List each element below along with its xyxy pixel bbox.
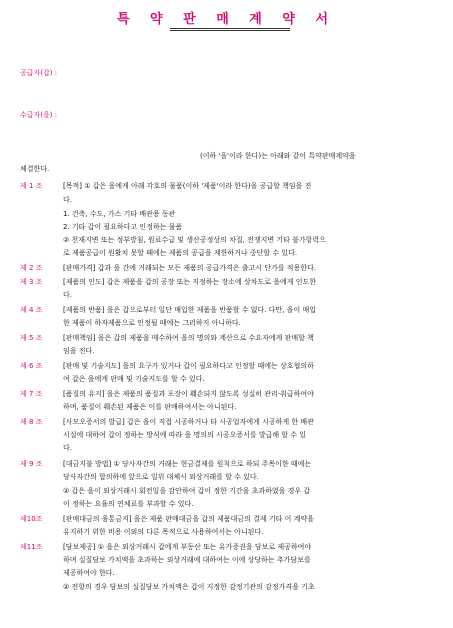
article-1-line-1: [목적] ① 갑은 을에게 아래 각호의 물품(이하 '제품'이라 한다)을 공급할 책임을 진 <box>63 182 312 190</box>
article-5-line-2: 임을 진다. <box>63 347 95 355</box>
article-2-number: 제 2 조 <box>20 264 43 272</box>
supplier-label: 공급자(갑) : <box>20 69 58 77</box>
article-9-line-1: [대금지불 방법] ① 당사자간의 거래는 현금결제를 원칙으로 하되 주목이한 때에는 <box>63 460 312 468</box>
article-11-line-2: 하며 실질담보 가치액을 초과하는 외상거래에 대하여는 이에 상당하는 추가담보를 <box>63 556 311 564</box>
article-4-line-1: [제품의 반품] 을은 갑으로부터 일단 매입한 제품을 반품할 수 없다. 다만, 을이 매입 <box>63 306 316 314</box>
article-3-line-2: 다. <box>63 291 72 299</box>
article-8-line-2: 시설에 대하여 갑이 정하는 방식에 따라 을 명의의 시공오증서를 발급해 할 수 있 <box>63 431 307 439</box>
article-11-line-3: 제공하여야 한다. <box>63 569 115 577</box>
article-11-line-1: [담보제공] ① 을은 외상거래시 갑에게 부동산 또는 유가증권을 담보로 제공하여야 <box>63 543 312 551</box>
article-1-item-1: 1. 건축, 수도, 가스 기타 배관용 동관 <box>63 210 176 218</box>
recipient-label: 수급자(을) : <box>20 111 58 119</box>
article-9-line-3: ② 갑은 을이 외상거래시 회전일을 감안하여 갑이 정한 기간을 초과하였을 경우 갑 <box>63 487 311 495</box>
article-6-number: 제 6 조 <box>20 362 43 370</box>
article-1-para-2-line-2: 로 제품공급이 원활치 못할 때에는 제품의 공급을 제한하거나 중단할 수 있다. <box>63 249 298 257</box>
article-1-item-2: 2. 기타 갑이 필요하다고 인정하는 물품 <box>63 223 183 231</box>
title-underline <box>170 28 290 29</box>
article-8-number: 제 8 조 <box>20 418 43 426</box>
article-8-line-1: [사모오증서의 발급] 갑은 을이 직접 시공하거나 타 시공업자에게 시공하게 한 배관 <box>63 418 314 426</box>
article-1-number: 제 1 조 <box>20 182 43 190</box>
article-8-line-3: 다. <box>63 444 72 452</box>
document-title: 특 약 판 매 계 약 서 <box>116 12 337 27</box>
article-2-line-1: [판매가격] 갑과 을 간에 거래되는 모든 제품의 공급가격은 출고시 단가를 적용한다. <box>63 264 317 272</box>
article-9-line-4: 이 정하는 요율의 연체료를 부과할 수 있다. <box>63 500 194 508</box>
article-4-line-2: 한 제품이 하자제품으로 인정될 때에는 그러하지 아니하다. <box>63 319 241 327</box>
intro-line-1: (이하 '을'이라 한다)는 아래와 같이 특약판매계약을 <box>200 152 356 160</box>
article-9-line-2: 당사자간의 합의하에 앞으로 일위 대체시 외상거래를 할 수 있다. <box>63 473 259 481</box>
article-11-number: 제11조 <box>20 543 43 551</box>
article-5-line-1: [판매책임] 을은 갑의 제품을 매수하여 을의 명의와 계산으로 수요자에게 판매할 책 <box>63 334 314 342</box>
article-1-line-2: 다. <box>63 196 72 204</box>
article-3-line-1: [제품의 인도] 갑은 제품을 갑의 공장 또는 지정하는 장소에 상차도로 을에게 인도한 <box>63 278 317 286</box>
article-11-line-4: ② 전항의 경우 담보의 실질담보 가치액은 갑이 지정한 감정기관의 감정가격을 기초 <box>63 583 315 591</box>
article-7-line-1: [품질의 유지] 을은 제품의 품질과 포장이 훼손되지 않도록 성실히 관리·취급하여야 <box>63 390 314 398</box>
article-10-line-2: 유지하기 위한 비용 이외의 다른 목적으로 사용하여서는 아니된다. <box>63 528 264 536</box>
article-7-number: 제 7 조 <box>20 390 43 398</box>
article-9-number: 제 9 조 <box>20 460 43 468</box>
article-10-number: 제10조 <box>20 515 43 523</box>
article-1-para-2-line-1: ② 천재지변 또는 정부방침, 원료수급 및 생산공정상의 차질, 전쟁지변 기타 불가항력으 <box>63 236 326 244</box>
article-10-line-1: [판매대금의 융통금지] 을은 제품 판매대금을 갑의 제품대금의 결제 기타 이 계약을 <box>63 515 314 523</box>
article-6-line-2: 여 갑은 을에게 판매 및 기술지도를 할 수 있다. <box>63 375 205 383</box>
intro-line-2: 체결한다. <box>20 165 50 173</box>
article-4-number: 제 4 조 <box>20 306 43 314</box>
article-5-number: 제 5 조 <box>20 334 43 342</box>
article-7-line-2: 하며, 품질이 훼손된 제품은 이를 판매하여서는 아니된다. <box>63 403 237 411</box>
title-underline-second <box>170 30 290 31</box>
article-3-number: 제 3 조 <box>20 278 43 286</box>
article-6-line-1: [판매 및 기술지도] 을의 요구가 있거나 갑이 필요하다고 인정할 때에는 상호협의하 <box>63 362 314 370</box>
